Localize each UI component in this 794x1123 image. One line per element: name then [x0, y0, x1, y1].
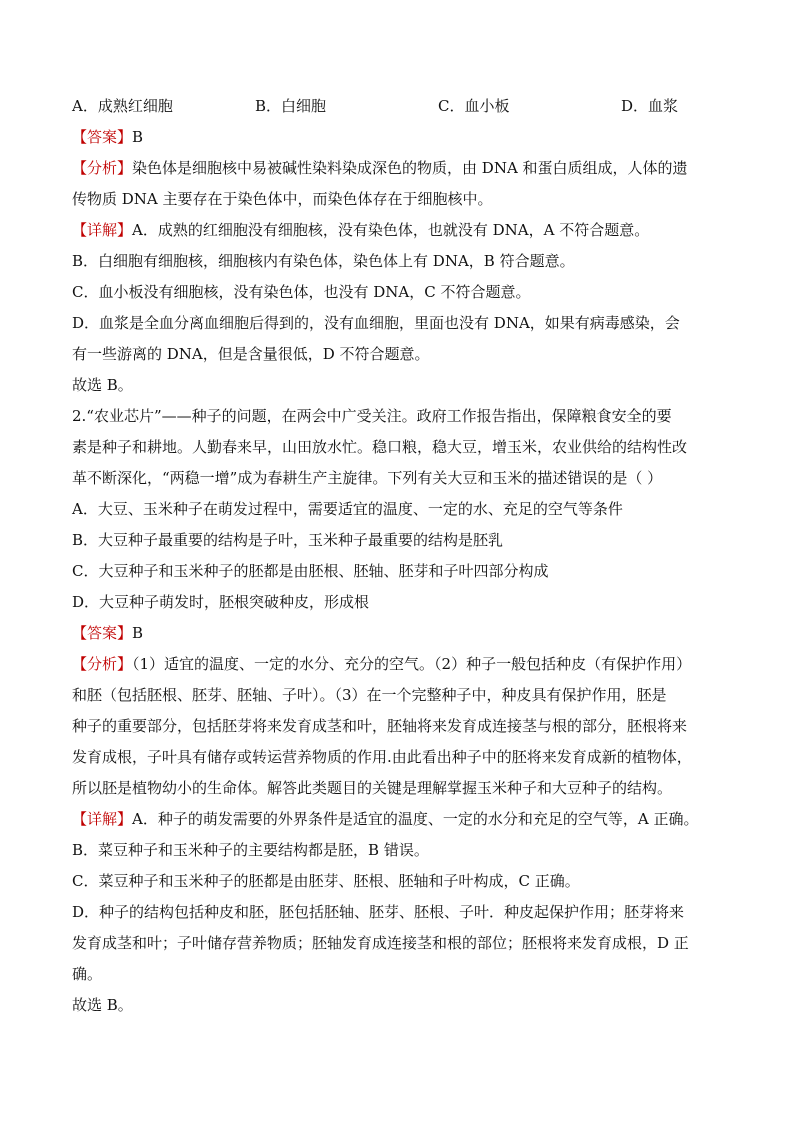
q2-stem-line-1: 2.“农业芯片”——种子的问题，在两会中广受关注。政府工作报告指出，保障粮食安全的要 [72, 407, 672, 425]
q2-option-c: C．大豆种子和玉米种子的胚都是由胚根、胚轴、胚芽和子叶四部分构成 [72, 562, 549, 580]
q1-answer-value: B [132, 128, 144, 146]
q2-stem-line-3: 革不断深化，“两稳一增”成为春耕生产主旋律。下列有关大豆和玉米的描述错误的是（ ） [72, 469, 663, 487]
q2-analysis-line-3: 种子的重要部分，包括胚芽将来发育成茎和叶，胚轴将来发育成连接茎与根的部分，胚根将来 [72, 717, 688, 735]
q1-analysis-tag: 【分析】 [72, 159, 133, 177]
q1-analysis-text: 染色体是细胞核中易被碱性染料染成深色的物质，由 DNA 和蛋白质组成，人体的遗 [132, 159, 688, 177]
q1-option-d: D．血浆 [621, 97, 679, 115]
q2-stem-line-2: 素是种子和耕地。人勤春来早，山田放水忙。稳口粮，稳大豆，增玉米，农业供给的结构性改 [72, 438, 688, 456]
q1-detail-tag: 【详解】 [72, 221, 133, 239]
q2-option-a: A．大豆、玉米种子在萌发过程中，需要适宜的温度、一定的水、充足的空气等条件 [72, 500, 623, 518]
q1-analysis-line-1 [72, 153, 724, 184]
q1-options [72, 91, 724, 122]
document-page [72, 91, 724, 1021]
q1-conclusion: 故选 B。 [72, 376, 133, 394]
q2-detail-text: A．种子的萌发需要的外界条件是适宜的温度、一定的水分和充足的空气等，A 正确。 [132, 810, 699, 828]
q1-analysis-line-2: 传物质 DNA 主要存在于染色体中，而染色体存在于细胞核中。 [72, 190, 493, 208]
q2-detail-line-a [72, 804, 724, 835]
q2-conclusion: 故选 B。 [72, 996, 133, 1014]
q2-analysis-line-1 [72, 649, 724, 680]
q1-detail-line-c: C．血小板没有细胞核，没有染色体，也没有 DNA，C 不符合题意。 [72, 283, 531, 301]
q1-detail-line-b: B．白细胞有细胞核，细胞核内有染色体，染色体上有 DNA，B 符合题意。 [72, 252, 575, 270]
q1-detail-line-d2: 有一些游离的 DNA，但是含量很低，D 不符合题意。 [72, 345, 430, 363]
q2-answer-value: B [132, 624, 144, 642]
q2-detail-line-c: C．菜豆种子和玉米种子的胚都是由胚芽、胚根、胚轴和子叶构成，C 正确。 [72, 872, 580, 890]
q1-detail-line-a [72, 215, 724, 246]
q2-option-d: D．大豆种子萌发时，胚根突破种皮，形成根 [72, 593, 370, 611]
q2-answer [72, 618, 724, 649]
q1-answer [72, 122, 724, 153]
q2-detail-line-d2: 发育成茎和叶；子叶储存营养物质；胚轴发育成连接茎和根的部位；胚根将来发育成根，D 正 [72, 934, 689, 952]
q2-detail-line-d1: D．种子的结构包括种皮和胚，胚包括胚轴、胚芽、胚根、子叶．种皮起保护作用；胚芽将来 [72, 903, 685, 921]
q2-detail-line-d3: 确。 [72, 965, 103, 983]
q1-option-a: A．成熟红细胞 [72, 97, 173, 115]
q2-analysis-line-2: 和胚（包括胚根、胚芽、胚轴、子叶）。（3）在一个完整种子中，种皮具有保护作用，胚是 [72, 686, 667, 704]
q2-analysis-text: （1）适宜的温度、一定的水分、充分的空气。（2）种子一般包括种皮（有保护作用） [132, 655, 692, 673]
q1-option-b: B．白细胞 [255, 97, 327, 115]
q2-analysis-tag: 【分析】 [72, 655, 133, 673]
q2-detail-tag: 【详解】 [72, 810, 133, 828]
q1-answer-tag: 【答案】 [72, 128, 133, 146]
q2-detail-line-b: B．菜豆种子和玉米种子的主要结构都是胚，B 错误。 [72, 841, 429, 859]
q1-option-c: C．血小板 [438, 97, 510, 115]
q2-analysis-line-4: 发育成根，子叶具有储存或转运营养物质的作用.由此看出种子中的胚将来发育成新的植物体， [72, 748, 692, 766]
q2-option-b: B．大豆种子最重要的结构是子叶，玉米种子最重要的结构是胚乳 [72, 531, 504, 549]
q1-detail-line-d1: D．血浆是全血分离血细胞后得到的，没有血细胞，里面也没有 DNA，如果有病毒感染，会 [72, 314, 680, 332]
q1-detail-text: A．成熟的红细胞没有细胞核，没有染色体，也就没有 DNA，A 不符合题意。 [132, 221, 650, 239]
q2-answer-tag: 【答案】 [72, 624, 133, 642]
q2-analysis-line-5: 所以胚是植物幼小的生命体。解答此类题目的关键是理解掌握玉米种子和大豆种子的结构。 [72, 779, 673, 797]
